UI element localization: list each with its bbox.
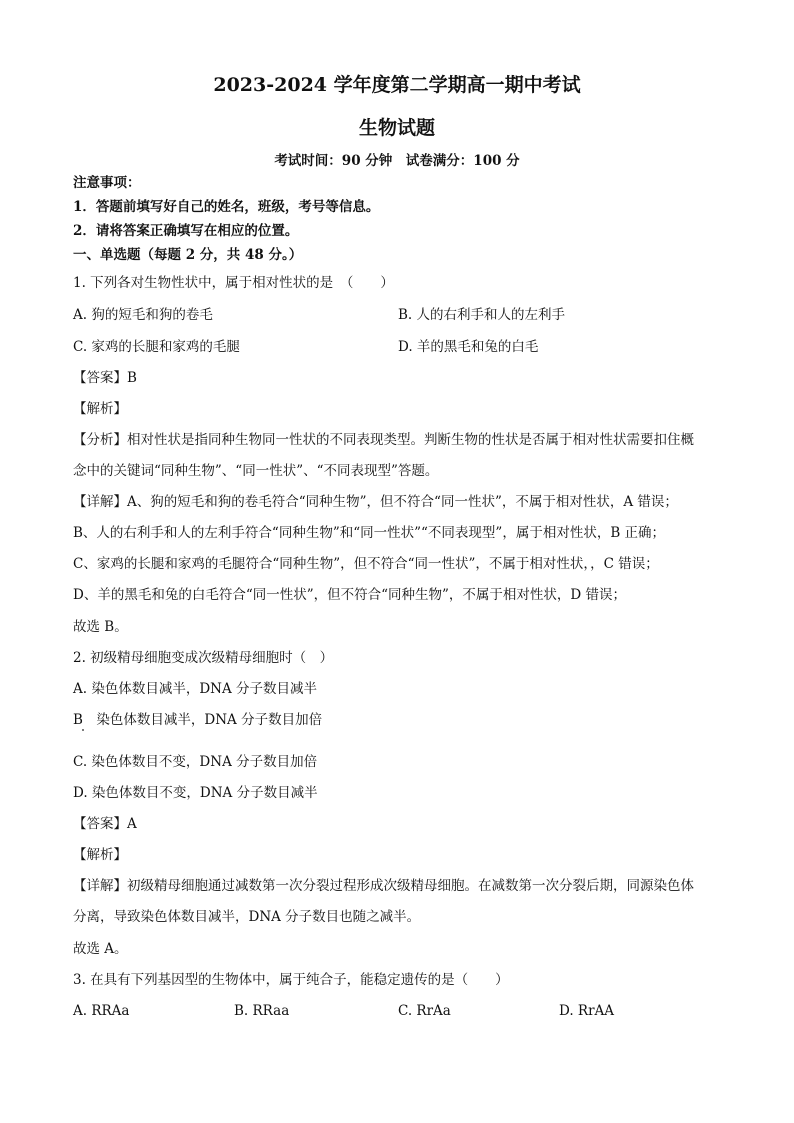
q2-option-d: D. 染色体数目不变，DNA 分子数目减半 [73,785,318,801]
q1-detail-line-3: C、家鸡的长腿和家鸡的毛腿符合“同种生物”，但不符合“同一性状”，不属于相对性状，，C 错误； [73,556,659,572]
q1-option-b: B. 人的右利手和人的左利手 [398,307,566,323]
exam-title: 2023-2024 学年度第二学期高一期中考试 [213,74,581,96]
q1-option-c: C. 家鸡的长腿和家鸡的毛腿 [73,339,240,355]
exam-info: 考试时间：90 分钟 试卷满分：100 分 [274,153,520,169]
q1-analysis-label: 【解析】 [73,401,127,417]
q2-option-c: C. 染色体数目不变，DNA 分子数目加倍 [73,754,318,770]
q2-option-a: A. 染色体数目减半，DNA 分子数目减半 [73,681,318,697]
q1-analysis-line-1: 【分析】相对性状是指同种生物同一性状的不同表现类型。判断生物的性状是否属于相对性状需要扣住概 [73,432,694,448]
q3-option-b: B. RRaa [234,1003,290,1019]
q2-detail-line-1: 【详解】初级精母细胞通过减数第一次分裂过程形成次级精母细胞。在减数第一次分裂后期，同源染色体 [73,878,694,894]
notice-item-2: 2．请将答案正确填写在相应的位置。 [73,223,299,239]
q2-conclusion: 故选 A。 [73,941,128,957]
q1-option-d: D. 羊的黑毛和兔的白毛 [398,339,539,355]
q1-conclusion: 故选 B。 [73,619,128,635]
q3-option-d: D. RrAA [559,1003,615,1019]
q2-answer: 【答案】A [73,816,137,832]
q3-stem: 3. 在具有下列基因型的生物体中，属于纯合子，能稳定遗传的是（ ） [73,972,509,988]
q1-detail-line-4: D、羊的黑毛和兔的白毛符合“同一性状”，但不符合“同种生物”，不属于相对性状，D 错误； [73,587,627,603]
q2-detail-line-2: 分离，导致染色体数目减半，DNA 分子数目也随之减半。 [73,909,421,925]
exam-subtitle: 生物试题 [358,117,435,139]
notice-item-1: 1．答题前填写好自己的姓名，班级，考号等信息。 [73,199,380,215]
q1-option-a: A. 狗的短毛和狗的卷毛 [73,307,213,323]
q3-option-a: A. RRAa [73,1003,130,1019]
q1-analysis-line-2: 念中的关键词“同种生物”、“同一性状”、“不同表现型”答题。 [73,463,439,479]
q1-answer: 【答案】B [73,370,137,386]
stray-dot-mark [82,729,84,731]
q2-analysis-label: 【解析】 [73,847,127,863]
q3-option-c: C. RrAa [398,1003,451,1019]
q1-stem: 1. 下列各对生物性状中，属于相对性状的是 （ ） [73,275,394,291]
notice-heading: 注意事项： [73,175,141,191]
q1-detail-line-2: B、人的右利手和人的左利手符合“同种生物”和“同一性状”“不同表现型”，属于相对性状，B 正确； [73,525,666,541]
q2-option-b: B 染色体数目减半，DNA 分子数目加倍 [73,712,323,728]
q1-detail-line-1: 【详解】A、狗的短毛和狗的卷毛符合“同种生物”，但不符合“同一性状”，不属于相对性状，A 错误； [73,494,678,510]
q2-stem: 2. 初级精母细胞变成次级精母细胞时（ ） [73,650,334,666]
section-heading: 一、单选题（每题 2 分，共 48 分。） [73,247,303,263]
